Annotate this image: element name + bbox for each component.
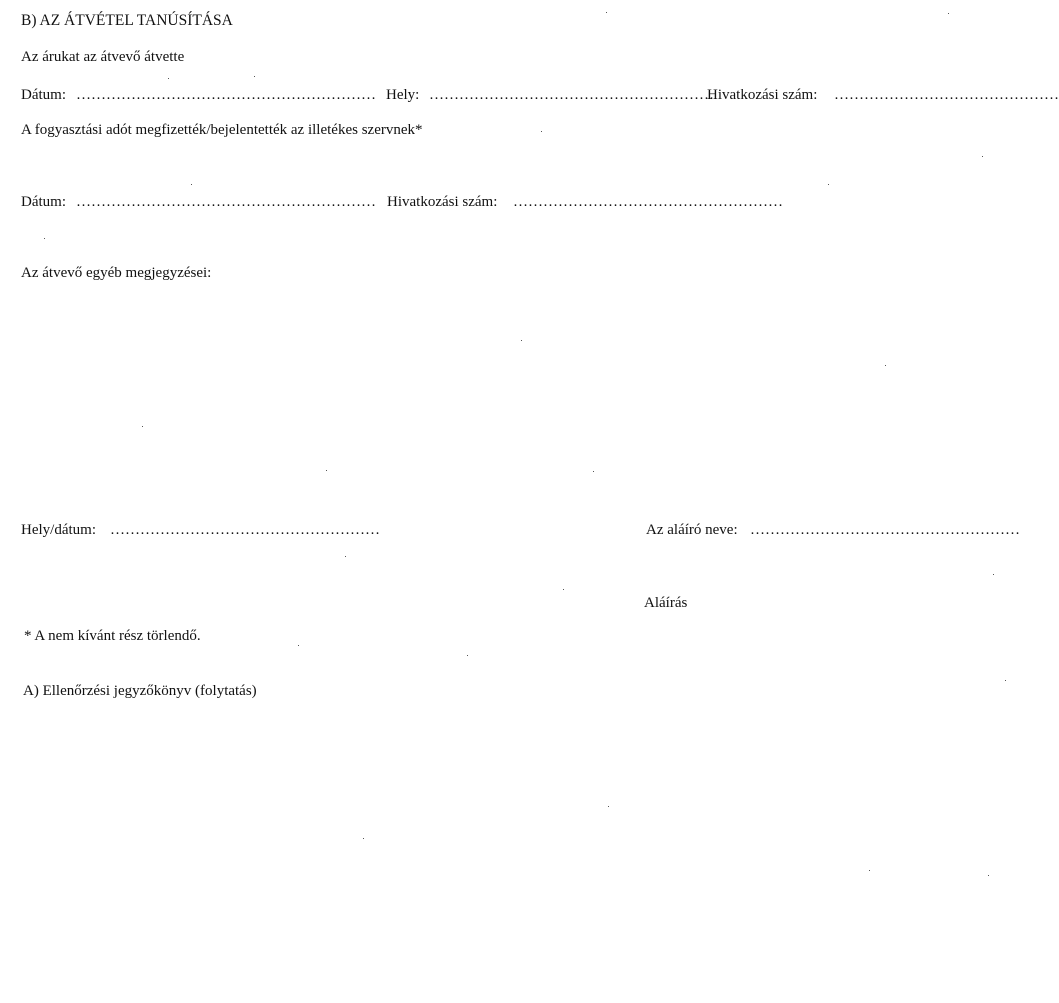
signature-label: Aláírás [644, 595, 688, 611]
row2-date-label: Dátum: [21, 194, 66, 210]
scan-speck [467, 655, 468, 656]
signer-name-label: Az aláíró neve: [646, 522, 738, 538]
place-date-field[interactable]: ……………………………………………… [110, 522, 380, 538]
scan-speck [363, 838, 364, 839]
row1-place-label: Hely: [386, 87, 420, 103]
scan-speck [191, 184, 192, 185]
scan-speck [254, 76, 255, 77]
section-b-heading: B) AZ ÁTVÉTEL TANÚSÍTÁSA [21, 12, 233, 29]
scan-speck [1005, 680, 1006, 681]
scan-speck [885, 365, 886, 366]
place-date-label: Hely/dátum: [21, 522, 96, 538]
row2-ref-label: Hivatkozási szám: [387, 194, 498, 210]
scan-speck [948, 13, 949, 14]
scan-speck [345, 556, 346, 557]
row1-date-field[interactable]: …………………………………………………… [76, 87, 376, 103]
scan-speck [521, 340, 522, 341]
row2-date-field[interactable]: …………………………………………………… [76, 194, 376, 210]
scan-speck [988, 875, 989, 876]
scan-speck [326, 470, 327, 471]
scan-speck [142, 426, 143, 427]
scan-speck [593, 471, 594, 472]
section-a-heading: A) Ellenőrzési jegyzőkönyv (folytatás) [23, 683, 257, 699]
row1-ref-field[interactable]: ……………………………………… [834, 87, 1059, 103]
received-statement: Az árukat az átvevő átvette [21, 49, 185, 65]
signer-name-field[interactable]: ……………………………………………… [750, 522, 1020, 538]
remarks-area[interactable] [21, 290, 1016, 490]
scan-speck [563, 589, 564, 590]
scan-speck [608, 806, 609, 807]
remarks-label: Az átvevő egyéb megjegyzései: [21, 265, 212, 281]
scan-speck [541, 131, 542, 132]
row2-ref-field[interactable]: ……………………………………………… [513, 194, 783, 210]
footnote: * A nem kívánt rész törlendő. [24, 628, 201, 644]
scan-speck [993, 574, 994, 575]
scan-speck [982, 156, 983, 157]
row1-date-label: Dátum: [21, 87, 66, 103]
scan-speck [828, 184, 829, 185]
scan-speck [869, 870, 870, 871]
row1-place-field[interactable]: ………………………………………………… [429, 87, 714, 103]
scan-speck [168, 78, 169, 79]
scan-speck [298, 645, 299, 646]
excise-statement: A fogyasztási adót megfizették/bejelentették az illetékes szervnek* [21, 122, 423, 138]
row1-ref-label: Hivatkozási szám: [707, 87, 818, 103]
scan-speck [44, 238, 45, 239]
scan-speck [606, 12, 607, 13]
